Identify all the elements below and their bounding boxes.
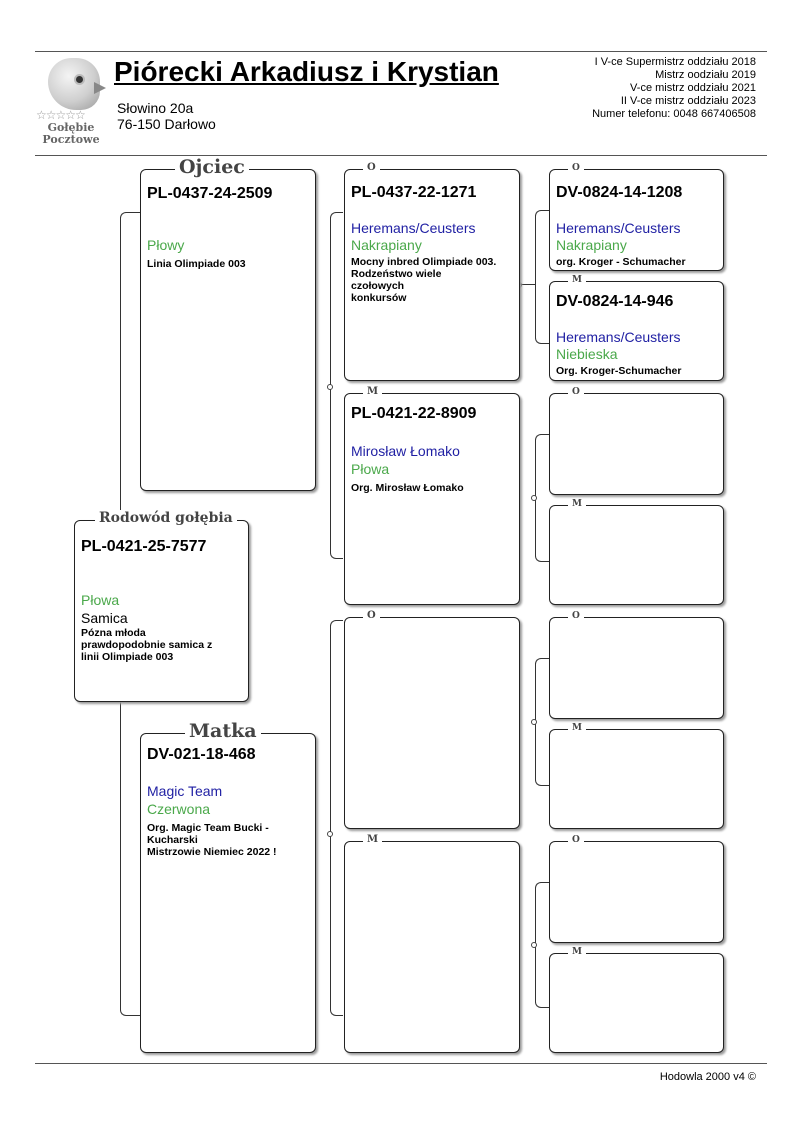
ff-color: Nakrapiany [351,237,422,253]
fm-color: Płowa [351,461,390,477]
ff-legend: O [363,162,380,173]
connector-ff-parents [535,210,549,344]
connector-mf-parents [535,658,549,786]
fm-ring: PL-0421-22-8909 [351,405,477,422]
fm-dam-card [549,499,724,605]
logo [36,56,106,148]
breeder-titles [592,56,756,121]
logo-text: Gołębie Pocztowe [42,121,100,146]
father-legend: Ojciec [175,156,249,178]
title-line: V-ce mistrz oddziału 2021 [630,82,756,94]
mother-breeder: Magic Team [147,783,223,799]
connector-dot [327,831,333,837]
grandsire-maternal-card [344,610,520,829]
footer-text: Hodowla 2000 v4 © [659,1071,756,1083]
connector-mother-grandparents [330,620,343,1016]
title-line: Mistrz oodziału 2019 [655,69,756,81]
mf-dam-card [549,723,724,829]
father-note: Linia Olimpiade 003 [147,258,246,270]
ff-note: Mocny inbred Olimpiade 003. Rodzeństwo wiele czołowych konkursów [351,256,497,304]
ff-breeder: Heremans/Ceusters [351,220,476,236]
ffm-ring: DV-0824-14-946 [556,293,674,310]
phone-number: Numer telefonu: 0048 667406508 [592,108,756,120]
footer-rule [35,1063,767,1064]
mfm-legend: M [568,723,586,733]
connector-mm-parents [535,882,549,1008]
father-card [140,156,316,491]
subject-color: Płowa [81,592,120,608]
header-rule [35,155,767,156]
father-ring: PL-0437-24-2509 [147,185,273,202]
connector-dot [531,942,537,948]
grandsire-paternal-card [344,162,520,381]
subject-ring: PL-0421-25-7577 [81,538,207,555]
mother-note: Org. Magic Team Bucki - Kucharski Mistrzowie Niemiec 2022 ! [147,822,277,858]
pigeon-head-icon [48,58,100,110]
fff-note: org. Kroger - Schumacher [556,256,686,268]
connector-dot [531,719,537,725]
breeder-address [117,100,216,132]
address-city: 76-150 Darłowo [117,116,216,132]
ffm-breeder: Heremans/Ceusters [556,329,681,345]
mother-card [140,720,316,1053]
top-rule [35,51,767,52]
subject-legend: Rodowód gołębia [95,510,237,526]
ff-dam-card [549,275,724,381]
subject-sex: Samica [81,610,128,626]
connector-dot [327,384,333,390]
title-line: I V-ce Supermistrz oddziału 2018 [594,56,756,68]
mff-legend: O [568,611,584,621]
mf-legend: O [363,610,380,621]
fm-sire-card [549,387,724,495]
fm-breeder: Mirosław Łomako [351,443,460,459]
fff-color: Nakrapiany [556,237,627,253]
mm-sire-card [549,835,724,943]
breeder-name: Piórecki Arkadiusz i Krystian [114,56,499,87]
ffm-note: Org. Kroger-Schumacher [556,365,682,377]
pigeon-eye-icon [74,74,85,85]
ff-ring: PL-0437-22-1271 [351,184,477,201]
ffm-legend: M [568,275,586,285]
mother-ring: DV-021-18-468 [147,746,256,763]
fff-legend: O [568,163,584,173]
address-street: Słowino 20a [117,100,194,116]
connector-fm-parents [535,434,549,562]
title-line: II V-ce mistrz oddziału 2023 [620,95,756,107]
subject-card [74,510,249,702]
fff-breeder: Heremans/Ceusters [556,220,681,236]
mm-legend: M [363,834,382,845]
fff-ring: DV-0824-14-1208 [556,184,683,201]
fm-note: Org. Mirosław Łomako [351,482,464,494]
granddam-paternal-card [344,386,520,605]
connector-dot [531,495,537,501]
ffm-color: Niebieska [556,346,618,362]
granddam-maternal-card [344,834,520,1053]
father-color: Płowy [147,237,185,253]
mm-dam-card [549,947,724,1053]
subject-note: Pózna młoda prawdopodobnie samica z linii Olimpiade 003 [81,627,213,663]
fmf-legend: O [568,387,584,397]
mmm-legend: M [568,947,586,957]
connector-tick [520,284,535,285]
mf-sire-card [549,611,724,719]
mmf-legend: O [568,835,584,845]
ff-sire-card [549,163,724,271]
mother-legend: Matka [185,720,261,742]
stars-icon: ☆☆☆☆☆ [36,108,85,122]
fmm-legend: M [568,499,586,509]
fm-legend: M [363,386,382,397]
pigeon-beak-icon [94,82,106,94]
mother-color: Czerwona [147,801,211,817]
